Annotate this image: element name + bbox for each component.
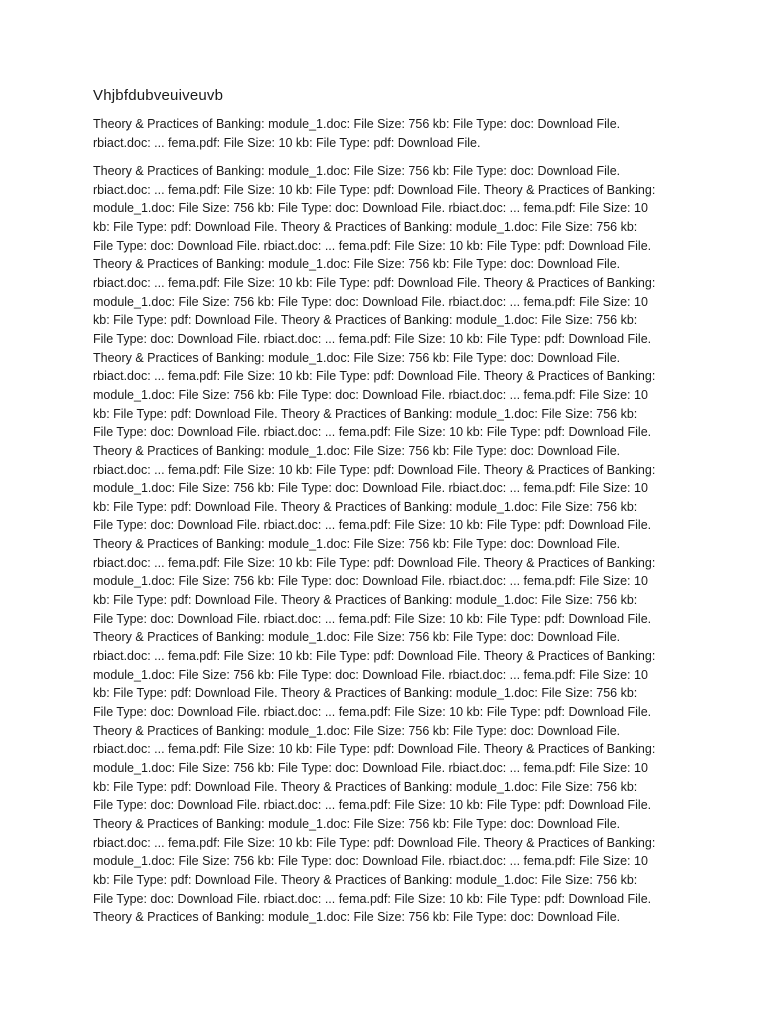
text-line: rbiact.doc: ... fema.pdf: File Size: 10 kb: File Type: pdf: Download File. Theory & Practices of Banking: (93, 742, 656, 757)
text-line: File Type: doc: Download File. rbiact.doc: ... fema.pdf: File Size: 10 kb: File Type: pdf: Download File. (93, 705, 652, 720)
text-line: kb: File Type: pdf: Download File. Theory & Practices of Banking: module_1.doc: File Size: 756 kb: (93, 219, 638, 234)
document-title: Vhjbfdubveuiveuvb (93, 87, 224, 104)
text-line: kb: File Type: pdf: Download File. Theory & Practices of Banking: module_1.doc: File Size: 756 kb: (93, 872, 638, 887)
text-line: module_1.doc: File Size: 756 kb: File Type: doc: Download File. rbiact.doc: ... fema.pdf: File Size: 10 (93, 294, 648, 309)
text-line: rbiact.doc: ... fema.pdf: File Size: 10 kb: File Type: pdf: Download File. Theory & Practices of Banking: (93, 649, 656, 664)
text-line: Theory & Practices of Banking: module_1.doc: File Size: 756 kb: File Type: doc: Download File. (93, 537, 621, 552)
text-line: File Type: doc: Download File. rbiact.doc: ... fema.pdf: File Size: 10 kb: File Type: pdf: Download File. (93, 518, 652, 533)
text-line: kb: File Type: pdf: Download File. Theory & Practices of Banking: module_1.doc: File Size: 756 kb: (93, 686, 638, 701)
text-line: module_1.doc: File Size: 756 kb: File Type: doc: Download File. rbiact.doc: ... fema.pdf: File Size: 10 (93, 201, 648, 216)
text-line: Theory & Practices of Banking: module_1.doc: File Size: 756 kb: File Type: doc: Download File. (93, 910, 621, 925)
text-line: rbiact.doc: ... fema.pdf: File Size: 10 kb: File Type: pdf: Download File. Theory & Practices of Banking: (93, 835, 656, 850)
paragraph-2 (93, 162, 655, 927)
paragraph-1 (93, 115, 620, 152)
text-line: Theory & Practices of Banking: module_1.doc: File Size: 756 kb: File Type: doc: Download File. (93, 443, 621, 458)
text-line: kb: File Type: pdf: Download File. Theory & Practices of Banking: module_1.doc: File Size: 756 kb: (93, 406, 638, 421)
text-line: Theory & Practices of Banking: module_1.doc: File Size: 756 kb: File Type: doc: Download File. (93, 630, 621, 645)
text-line: Theory & Practices of Banking: module_1.doc: File Size: 756 kb: File Type: doc: Download File. (93, 816, 621, 831)
text-line: module_1.doc: File Size: 756 kb: File Type: doc: Download File. rbiact.doc: ... fema.pdf: File Size: 10 (93, 761, 648, 775)
text-line: rbiact.doc: ... fema.pdf: File Size: 10 kb: File Type: pdf: Download File. (93, 135, 481, 150)
text-line: File Type: doc: Download File. rbiact.doc: ... fema.pdf: File Size: 10 kb: File Type: pdf: Download File. (93, 798, 652, 813)
text-line: rbiact.doc: ... fema.pdf: File Size: 10 kb: File Type: pdf: Download File. Theory & Practices of Banking: (93, 555, 656, 570)
text-line: module_1.doc: File Size: 756 kb: File Type: doc: Download File. rbiact.doc: ... fema.pdf: File Size: 10 (93, 854, 648, 869)
text-line: module_1.doc: File Size: 756 kb: File Type: doc: Download File. rbiact.doc: ... fema.pdf: File Size: 10 (93, 574, 648, 589)
text-line: kb: File Type: pdf: Download File. Theory & Practices of Banking: module_1.doc: File Size: 756 kb: (93, 779, 638, 794)
text-line: module_1.doc: File Size: 756 kb: File Type: doc: Download File. rbiact.doc: ... fema.pdf: File Size: 10 (93, 387, 648, 402)
text-line: rbiact.doc: ... fema.pdf: File Size: 10 kb: File Type: pdf: Download File. Theory & Practices of Banking: (93, 462, 656, 477)
text-line: File Type: doc: Download File. rbiact.doc: ... fema.pdf: File Size: 10 kb: File Type: pdf: Download File. (93, 425, 652, 440)
text-line: Theory & Practices of Banking: module_1.doc: File Size: 756 kb: File Type: doc: Download File. (93, 723, 621, 738)
text-line: File Type: doc: Download File. rbiact.doc: ... fema.pdf: File Size: 10 kb: File Type: pdf: Download File. (93, 331, 652, 346)
text-line: Theory & Practices of Banking: module_1.doc: File Size: 756 kb: File Type: doc: Download File. (93, 117, 621, 131)
text-line: kb: File Type: pdf: Download File. Theory & Practices of Banking: module_1.doc: File Size: 756 kb: (93, 313, 638, 328)
text-line: kb: File Type: pdf: Download File. Theory & Practices of Banking: module_1.doc: File Size: 756 kb: (93, 499, 638, 514)
text-line: rbiact.doc: ... fema.pdf: File Size: 10 kb: File Type: pdf: Download File. Theory & Practices of Banking: (93, 182, 656, 197)
text-line: rbiact.doc: ... fema.pdf: File Size: 10 kb: File Type: pdf: Download File. Theory & Practices of Banking: (93, 275, 656, 290)
text-line: Theory & Practices of Banking: module_1.doc: File Size: 756 kb: File Type: doc: Download File. (93, 350, 621, 365)
text-line: File Type: doc: Download File. rbiact.doc: ... fema.pdf: File Size: 10 kb: File Type: pdf: Download File. (93, 891, 652, 906)
text-line: kb: File Type: pdf: Download File. Theory & Practices of Banking: module_1.doc: File Size: 756 kb: (93, 593, 638, 608)
text-line: Theory & Practices of Banking: module_1.doc: File Size: 756 kb: File Type: doc: Download File. (93, 257, 621, 272)
text-line: rbiact.doc: ... fema.pdf: File Size: 10 kb: File Type: pdf: Download File. Theory & Practices of Banking: (93, 369, 656, 384)
text-line: module_1.doc: File Size: 756 kb: File Type: doc: Download File. rbiact.doc: ... fema.pdf: File Size: 10 (93, 667, 648, 682)
text-line: Theory & Practices of Banking: module_1.doc: File Size: 756 kb: File Type: doc: Download File. (93, 164, 621, 178)
text-line: File Type: doc: Download File. rbiact.doc: ... fema.pdf: File Size: 10 kb: File Type: pdf: Download File. (93, 238, 652, 253)
text-line: File Type: doc: Download File. rbiact.doc: ... fema.pdf: File Size: 10 kb: File Type: pdf: Download File. (93, 611, 652, 626)
text-line: module_1.doc: File Size: 756 kb: File Type: doc: Download File. rbiact.doc: ... fema.pdf: File Size: 10 (93, 481, 648, 496)
